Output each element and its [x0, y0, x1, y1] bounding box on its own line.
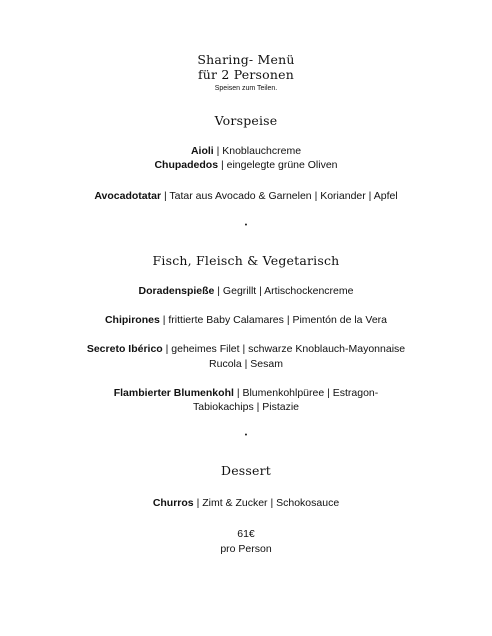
- dish-description: | frittierte Baby Calamares | Pimentón de la Vera: [159, 314, 388, 326]
- dish-name: Churros: [152, 497, 194, 509]
- dish-description: | Knoblauchcreme: [213, 145, 302, 157]
- dish-name: Flambierter Blumenkohl: [113, 387, 234, 399]
- section-heading-vorspeise: Vorspeise: [214, 113, 278, 128]
- menu-title-line2: für 2 Personen: [197, 67, 294, 82]
- dish-name: Chupadedos: [154, 159, 219, 171]
- dish-name: Avocadotatar: [94, 190, 162, 202]
- section-heading-main: Fisch, Fleisch & Vegetarisch: [152, 253, 340, 268]
- menu-item: [0, 496, 492, 511]
- menu-subtitle: Speisen zum Teilen.: [214, 85, 278, 92]
- dish-name: Doradenspieße: [138, 285, 215, 297]
- price-unit: pro Person: [220, 543, 272, 555]
- dish-description: | Zimt & Zucker | Schokosauce: [193, 497, 340, 509]
- dish-description: | Tatar aus Avocado & Garnelen | Koriander | Apfel: [161, 190, 398, 202]
- menu-item: [0, 144, 492, 159]
- menu-title-line1: Sharing- Menü: [197, 52, 295, 67]
- price-amount: 61€: [237, 528, 255, 540]
- menu-item: [0, 284, 492, 299]
- menu-item: [0, 386, 492, 401]
- dish-description: | eingelegte grüne Oliven: [218, 159, 338, 171]
- dish-name: Aioli: [190, 145, 214, 157]
- dish-description-cont: Tabiokachips | Pistazie: [192, 401, 300, 413]
- menu-item: [0, 158, 492, 173]
- dish-description: | Gegrillt | Artischockencreme: [214, 285, 354, 297]
- menu-item: [0, 189, 492, 204]
- menu-item: [0, 342, 492, 357]
- separator-dot: •: [244, 432, 248, 439]
- dish-description-cont: Rucola | Sesam: [209, 358, 283, 370]
- menu-item: [0, 313, 492, 328]
- dish-name: Chipirones: [104, 314, 160, 326]
- dish-description: | Blumenkohlpüree | Estragon-: [233, 387, 379, 399]
- dish-name: Secreto Ibérico: [86, 343, 163, 355]
- separator-dot: •: [244, 222, 248, 229]
- dish-description: | geheimes Filet | schwarze Knoblauch-Mayonnaise: [162, 343, 406, 355]
- section-heading-dessert: Dessert: [220, 463, 272, 478]
